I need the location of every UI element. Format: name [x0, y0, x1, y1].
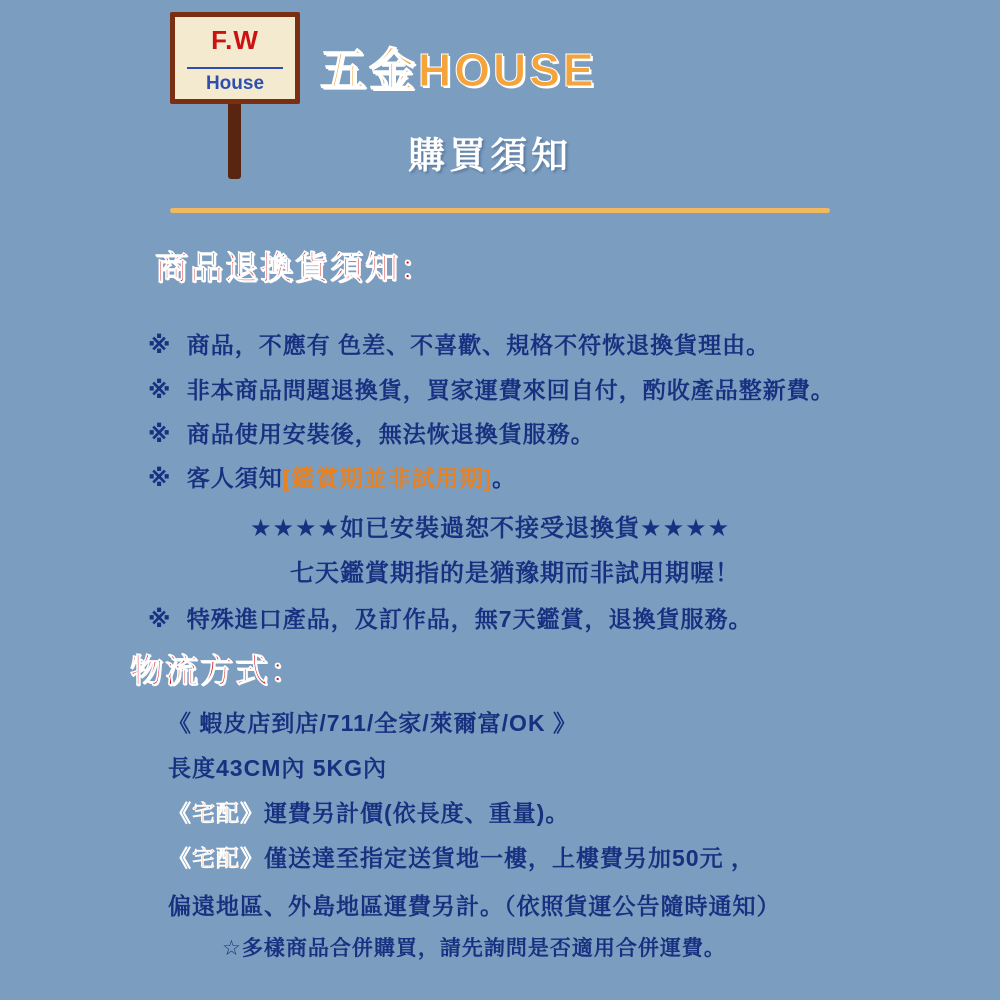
returns-bullet-3-text: 商品使用安裝後，無法恢退換貨服務。: [186, 421, 595, 447]
shop-signboard-icon: [170, 12, 300, 112]
shipping-row-3-text: 運費另計價(依長度、重量)。: [264, 800, 570, 826]
header-divider: [170, 208, 830, 213]
sign-frame: [170, 12, 300, 104]
sign-divider-line: [187, 67, 283, 69]
shipping-row-6: [222, 932, 726, 962]
returns-bullet-4: [148, 460, 516, 493]
returns-bullet-3: [148, 416, 595, 449]
shipping-row-5-text: 偏遠地區、外島地區運費另計。（依照貨運公告隨時通知）: [168, 893, 781, 919]
sign-bottom-text: House: [205, 73, 265, 94]
returns-bullet-1: [148, 327, 770, 360]
shipping-row-4-tag: 《宅配》: [168, 845, 264, 871]
returns-bullet-5-text: 特殊進口產品，及訂作品，無7天鑑賞，退換貨服務。: [186, 606, 753, 632]
sign-top-text: F.W: [211, 25, 259, 55]
sign-pole: [228, 104, 241, 179]
shipping-row-2: [168, 750, 387, 783]
page-header: [0, 0, 1000, 195]
page-subtitle: 購買須知: [408, 135, 572, 176]
shipping-row-5: [168, 888, 781, 921]
returns-note-line: 七天鑑賞期指的是猶豫期而非試用期喔！: [290, 560, 740, 587]
shipping-row-3-tag: 《宅配》: [168, 800, 264, 826]
shipping-row-6-text: ☆多樣商品合併購買，請先詢問是否適用合併運費。: [222, 937, 726, 960]
shipping-row-4-text: 僅送達至指定送貨地一樓，上樓費另加50元 ，: [264, 845, 755, 871]
shipping-row-1-text: 《 蝦皮店到店/711/全家/萊爾富/OK 》: [168, 710, 577, 736]
shipping-row-1: [168, 705, 577, 738]
returns-bullet-4-prefix: 客人須知: [186, 465, 283, 491]
brand-title: 五金HOUSE: [320, 44, 597, 96]
bullet-mark-icon: ※: [148, 332, 172, 358]
returns-bullet-2: [148, 372, 835, 405]
section-title-returns: 商品退換貨須知：: [155, 249, 435, 286]
returns-bullet-1-text: 商品，不應有 色差、不喜歡、規格不符恢退換貨理由。: [186, 332, 771, 358]
bullet-mark-icon: ※: [148, 421, 172, 447]
shipping-row-3: [168, 795, 569, 828]
returns-stars-line: ★★★★如已安裝過恕不接受退換貨★★★★: [250, 515, 731, 542]
bullet-mark-icon: ※: [148, 465, 172, 491]
returns-bullet-4-suffix: 。: [492, 465, 517, 491]
bullet-mark-icon: ※: [148, 606, 172, 632]
shipping-row-2-text: 長度43CM內 5KG內: [168, 755, 388, 781]
returns-bullet-4-highlight: [鑑賞期並非試用期]: [282, 465, 493, 491]
section-title-shipping: 物流方式：: [130, 652, 305, 689]
bullet-mark-icon: ※: [148, 377, 172, 403]
returns-bullet-2-text: 非本商品問題退換貨，買家運費來回自付，酌收產品整新費。: [186, 377, 835, 403]
returns-bullet-5: [148, 601, 753, 634]
shipping-row-4: [168, 840, 755, 873]
